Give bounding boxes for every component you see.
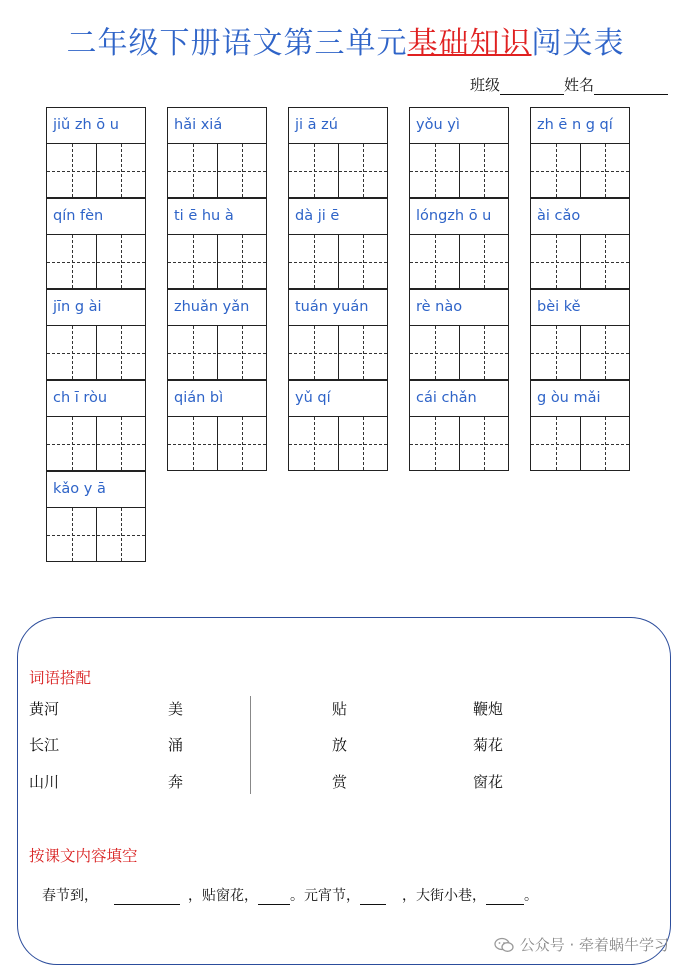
- class-label: 班级: [470, 76, 501, 94]
- pinyin-column-5: [530, 107, 630, 471]
- watermark-text: 公众号 · 牵着蜗牛学习: [519, 936, 669, 954]
- name-blank[interactable]: [594, 78, 668, 95]
- pinyin-pair: [167, 198, 267, 289]
- fill-blank[interactable]: [486, 890, 524, 905]
- fill-blank[interactable]: [360, 890, 386, 905]
- fill-text: ，大街小巷，: [402, 888, 486, 904]
- pinyin-label: qín fèn: [46, 198, 146, 235]
- watermark: [494, 934, 669, 955]
- pinyin-label: ji ā zú: [288, 107, 388, 144]
- match-word[interactable]: 鞭炮: [473, 700, 504, 718]
- student-info: [470, 74, 668, 95]
- fill-title: 按课文内容填空: [29, 847, 138, 865]
- writing-grid[interactable]: [288, 235, 388, 289]
- match-word[interactable]: 山川: [29, 773, 60, 791]
- pinyin-column-4: [409, 107, 509, 471]
- pinyin-column-1: [46, 107, 146, 562]
- matching-title: 词语搭配: [29, 669, 92, 687]
- match-word[interactable]: 长江: [29, 736, 60, 754]
- pinyin-label: ài cǎo: [530, 198, 630, 235]
- match-word[interactable]: 菊花: [473, 736, 504, 754]
- pinyin-pair: [288, 107, 388, 198]
- pinyin-pair: [530, 289, 630, 380]
- pinyin-pair: [409, 107, 509, 198]
- writing-grid[interactable]: [167, 326, 267, 380]
- title-suffix: 闯关表: [531, 26, 625, 61]
- pinyin-pair: [167, 289, 267, 380]
- fill-text: 。元宵节，: [290, 888, 360, 904]
- class-blank[interactable]: [500, 78, 564, 95]
- pinyin-label: hǎi xiá: [167, 107, 267, 144]
- writing-grid[interactable]: [288, 417, 388, 471]
- writing-grid[interactable]: [409, 326, 509, 380]
- pinyin-label: jīn g ài: [46, 289, 146, 326]
- match-word[interactable]: 美: [168, 700, 184, 718]
- writing-grid[interactable]: [288, 144, 388, 198]
- writing-grid[interactable]: [46, 326, 146, 380]
- pinyin-label: rè nào: [409, 289, 509, 326]
- pinyin-pair: [530, 380, 630, 471]
- pinyin-pair: [288, 380, 388, 471]
- pinyin-pair: [46, 198, 146, 289]
- writing-grid[interactable]: [167, 144, 267, 198]
- writing-grid[interactable]: [530, 326, 630, 380]
- name-label: 姓名: [564, 76, 595, 94]
- pinyin-label: dà ji ē: [288, 198, 388, 235]
- pinyin-column-3: [288, 107, 388, 471]
- writing-grid[interactable]: [46, 235, 146, 289]
- pinyin-pair: [288, 289, 388, 380]
- writing-grid[interactable]: [167, 417, 267, 471]
- fill-blank[interactable]: [114, 890, 180, 905]
- fill-text: 。: [524, 888, 538, 904]
- writing-grid[interactable]: [167, 235, 267, 289]
- match-word[interactable]: 放: [332, 736, 348, 754]
- pinyin-pair: [46, 289, 146, 380]
- writing-grid[interactable]: [530, 235, 630, 289]
- fill-blank[interactable]: [258, 890, 290, 905]
- pinyin-pair: [46, 107, 146, 198]
- pinyin-label: ti ē hu à: [167, 198, 267, 235]
- pinyin-pair: [409, 289, 509, 380]
- writing-grid[interactable]: [409, 417, 509, 471]
- pinyin-pair: [530, 198, 630, 289]
- pinyin-pair: [167, 380, 267, 471]
- writing-grid[interactable]: [46, 144, 146, 198]
- pinyin-label: jiǔ zh ō u: [46, 107, 146, 144]
- pinyin-label: zh ē n g qí: [530, 107, 630, 144]
- pinyin-pair: [46, 471, 146, 562]
- pinyin-label: lóngzh ō u: [409, 198, 509, 235]
- pinyin-label: yǒu yì: [409, 107, 509, 144]
- wechat-icon: [494, 937, 514, 953]
- writing-grid[interactable]: [409, 144, 509, 198]
- writing-grid[interactable]: [530, 417, 630, 471]
- matching-divider: [250, 696, 251, 794]
- match-word[interactable]: 奔: [168, 773, 184, 791]
- match-word[interactable]: 贴: [332, 700, 348, 718]
- pinyin-label: yǔ qí: [288, 380, 388, 417]
- pinyin-column-2: [167, 107, 267, 471]
- writing-grid[interactable]: [46, 508, 146, 562]
- fill-text: 春节到，: [42, 888, 98, 904]
- pinyin-label: g òu mǎi: [530, 380, 630, 417]
- pinyin-label: tuán yuán: [288, 289, 388, 326]
- pinyin-pair: [409, 198, 509, 289]
- match-word[interactable]: 窗花: [473, 773, 504, 791]
- writing-grid[interactable]: [288, 326, 388, 380]
- pinyin-pair: [409, 380, 509, 471]
- pinyin-pair: [530, 107, 630, 198]
- pinyin-label: cái chǎn: [409, 380, 509, 417]
- match-word[interactable]: 黄河: [29, 700, 60, 718]
- writing-grid[interactable]: [46, 417, 146, 471]
- page-title: [0, 18, 691, 62]
- writing-grid[interactable]: [409, 235, 509, 289]
- pinyin-label: zhuǎn yǎn: [167, 289, 267, 326]
- title-highlight: 基础知识: [407, 26, 532, 61]
- fill-text: ，贴窗花，: [188, 888, 258, 904]
- pinyin-pair: [46, 380, 146, 471]
- pinyin-pair: [288, 198, 388, 289]
- title-prefix: 二年级下册语文第三单元: [66, 26, 408, 61]
- writing-grid[interactable]: [530, 144, 630, 198]
- pinyin-label: kǎo y ā: [46, 471, 146, 508]
- fill-sentence: [42, 885, 538, 905]
- match-word[interactable]: 赏: [332, 773, 348, 791]
- pinyin-label: ch ī ròu: [46, 380, 146, 417]
- pinyin-pair: [167, 107, 267, 198]
- pinyin-label: qián bì: [167, 380, 267, 417]
- pinyin-label: bèi kě: [530, 289, 630, 326]
- match-word[interactable]: 涌: [168, 736, 184, 754]
